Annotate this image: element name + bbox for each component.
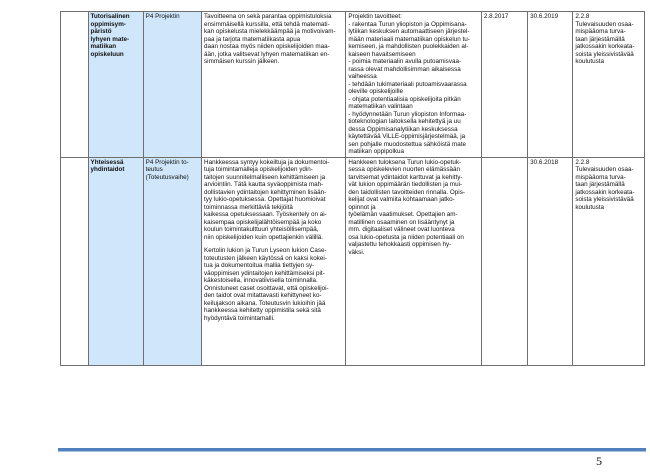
text-line: rassa olevat mahdollisimman aikaisessa [348,65,461,73]
text-line: 2.2.8 [575,13,590,20]
text-line: ään, jotka valitsevat lyhyen matematiikan en- [204,50,330,58]
text-line: tuja toimintamalleja opiskelijoiden ydin- [204,166,313,173]
text-line: dollistavien ydintaitojen kehittyminen lisään- [204,188,327,196]
end-date-cell: 30.6.2019 [528,12,573,158]
text-line: - hyödynnetään Turun yliopiston Informaa- [348,110,467,118]
text-line: mään materiaali matematiikan opiskelun tu- [348,35,470,43]
text-line: yhdintaidot [90,166,125,173]
projects-table [60,11,645,366]
text-line: toteutusten jälkeen käytössä on kaksi kokei- [204,254,327,262]
text-line: tioteknologian laitoksella kehitettyä ja uu [348,118,461,125]
text-line: lyhyen mate- [90,35,130,43]
text-line: vaiheessa [348,73,377,80]
text-line: - poimia materiaalin avulla putoamisvaa- [348,58,462,65]
program-phase-cell [143,157,201,365]
text-line: tyy lukio-opetuksessa. Opettajat huomioivat [204,196,326,203]
text-line: mispääoma turva- [575,173,626,181]
text-line: Tutorisalinen [90,13,130,20]
text-line: toiminnassa merkittäviä tekijöitä [204,203,293,211]
text-line: matiikan oppipolkua [348,148,405,155]
text-line: 2.2.8 [575,158,590,166]
text-line: Projektin tavoitteet: [348,13,402,20]
table-body [61,12,645,366]
text-line: mispääoma turva- [575,28,626,35]
goals-cell [346,157,482,365]
text-line: Tulevaisuuden osaa- [575,20,634,28]
text-line: päristö [90,28,112,35]
page-number: 5 [596,454,602,468]
text-line: oppimisym- [90,20,126,28]
text-line: käkestoisella, innovatiivisella toiminnalla. [204,277,318,284]
text-line: Tavoitteena on sekä parantaa oppimistuloksia [204,13,332,20]
text-line: matematiikan valintaan [348,103,413,110]
text-line: kelijat ovat valmiita kohtaamaan jatko- [348,196,455,203]
text-line: den taidot ovat mitattavasti kehittyneet ko- [204,292,322,299]
start-date-cell [481,157,527,365]
description-cell [202,12,346,158]
text-line: taitojen suunnitelmalliseen kehittämiseen ja [204,173,326,181]
project-name-cell [88,12,143,158]
text-line: Onnistuneet caset osoittavat, että opiskelijoi- [204,284,329,292]
text-line: taan järjestämällä [575,35,625,43]
text-line: tarvitsemat ydintaidot karttuvat ja kehitty- [348,173,463,181]
text-line: kan opiskelusta mielekkäämpää ja motivoivam- [204,28,336,35]
text-line: den taidollisten tavoitteiden rinnalla. Opis- [348,188,465,196]
table-row [61,157,645,365]
text-line: paa ja tarjota matematiikasta apua [204,35,301,43]
text-line: matillinen osaaminen on lisääntynyt ja [348,218,455,226]
text-line: työelämän vaatimukset. Opettajien am- [348,211,458,218]
text-line: dessa Oppimisanalytiikan keskuksessa [348,125,458,133]
text-line: kaikessa opetuksessaan. Työskentely on ai- [204,211,327,218]
project-name-cell [88,157,143,365]
text-line: lytiikan keskuksen automaattiseen järjestel- [348,28,470,35]
end-date-cell: 30.6.2018 [528,157,573,365]
text-line: koulutusta [575,203,605,211]
text-line: soista yleissivistävää [575,196,634,203]
text-line: - tehdään tukimateriaali putoamisvaarassa [348,80,467,88]
text-line: kaisempaa opiskelijalähtöisempää ja koko [204,218,322,226]
text-line: väoppimisen ydintaitojen kehittämiseksi pit- [204,269,325,277]
text-line: jatkossakin korkeata- [575,43,635,50]
start-date-cell: 2.8.2017 [481,12,527,158]
text-line: Hankkeessa syntyy kokeiltuja ja dokumentoi- [204,158,330,166]
text-line: sen pohjalle muodostettua sähköistä mate [348,140,466,148]
text-line: kemiseen, ja mahdollisten puolekkaiden al- [348,43,469,50]
text-line: hankkeessa kehitetty oppimistila sekä sitä [204,307,321,314]
text-line: ensimmäisellä kurssilla, että tehdä matemati- [204,20,330,28]
text-line: jatkossakin korkeata- [575,188,635,196]
text-line: arviointiin. Tätä kautta syväoppimista mah- [204,181,324,188]
text-line: daan nostaa myös niiden opiskelijoiden maa- [204,43,330,50]
text-line: kaiseen havaitsemiseen [348,50,416,58]
text-line: opinnot ja [348,203,376,211]
text-line: hyödyntävä toimintamalli. [204,314,275,322]
text-line: niin opiskelijoiden kuin opettajienkin välillä. [204,233,324,241]
measure-cell [573,157,645,365]
text-line: matiikan [90,43,117,50]
text-line: vät lukion oppimäärän tiedollisten ja mui- [348,181,463,188]
text-line: sessa opiskelevien nuorten elämässään [348,166,461,173]
text-line: teutus [145,166,163,173]
table-row [61,12,645,158]
text-line: käytettävää ViLLE-oppimisjärjestelmää, ja [348,133,466,140]
text-line: keilujakson aikana. Toteutusvin lukioihin jää [204,299,326,307]
text-line: taan järjestämällä [575,181,625,188]
footer-rule-shadow [58,451,646,452]
program-phase-cell [143,12,201,158]
text-line: Kertolin lukion ja Turun Lyseon lukion Case- [204,247,327,254]
text-line: Tulevaisuuden osaa- [575,166,634,173]
text-line: soista yleissivistävää [575,50,634,58]
text-line: oleville opiskelijoille [348,88,403,95]
text-line: opiskeluun [90,50,124,58]
text-line: mm. digitaaliset välineet ovat luontevа [348,226,455,233]
text-line: Yhteisessä [90,158,124,166]
text-line: osa lukio-opetusta ja niiden potentiaali on [348,233,464,241]
text-line: väksi. [348,248,365,256]
text-line: tua ja dokumentoitua mallia tiettyjen sy- [204,262,315,269]
text-line: koulutusta [575,58,605,65]
text-line: simmäisen kurssin jälkeen. [204,58,280,65]
goals-cell [346,12,482,158]
text-line: Hankkeen tuloksena Turun lukio-opetuk- [348,158,462,166]
text-line: (Toteutusvaihe) [145,173,189,181]
text-line: P4 Projektin [145,13,180,20]
text-line: - rakentaa Turun yliopiston ja Oppimisana- [348,20,467,28]
empty-cell [61,12,89,158]
text-line: valjastettu tehokkaasti oppimisen hy- [348,241,452,248]
text-line: - ohjata potentiaalisia opiskelijoita pitkän [348,95,461,103]
empty-cell [61,157,89,365]
text-line: P4 Projektin to- [145,158,189,166]
description-cell [202,157,346,365]
measure-cell [573,12,645,158]
text-line: koulun toimintakulttuuri yhteisöllisempää, [204,226,319,233]
